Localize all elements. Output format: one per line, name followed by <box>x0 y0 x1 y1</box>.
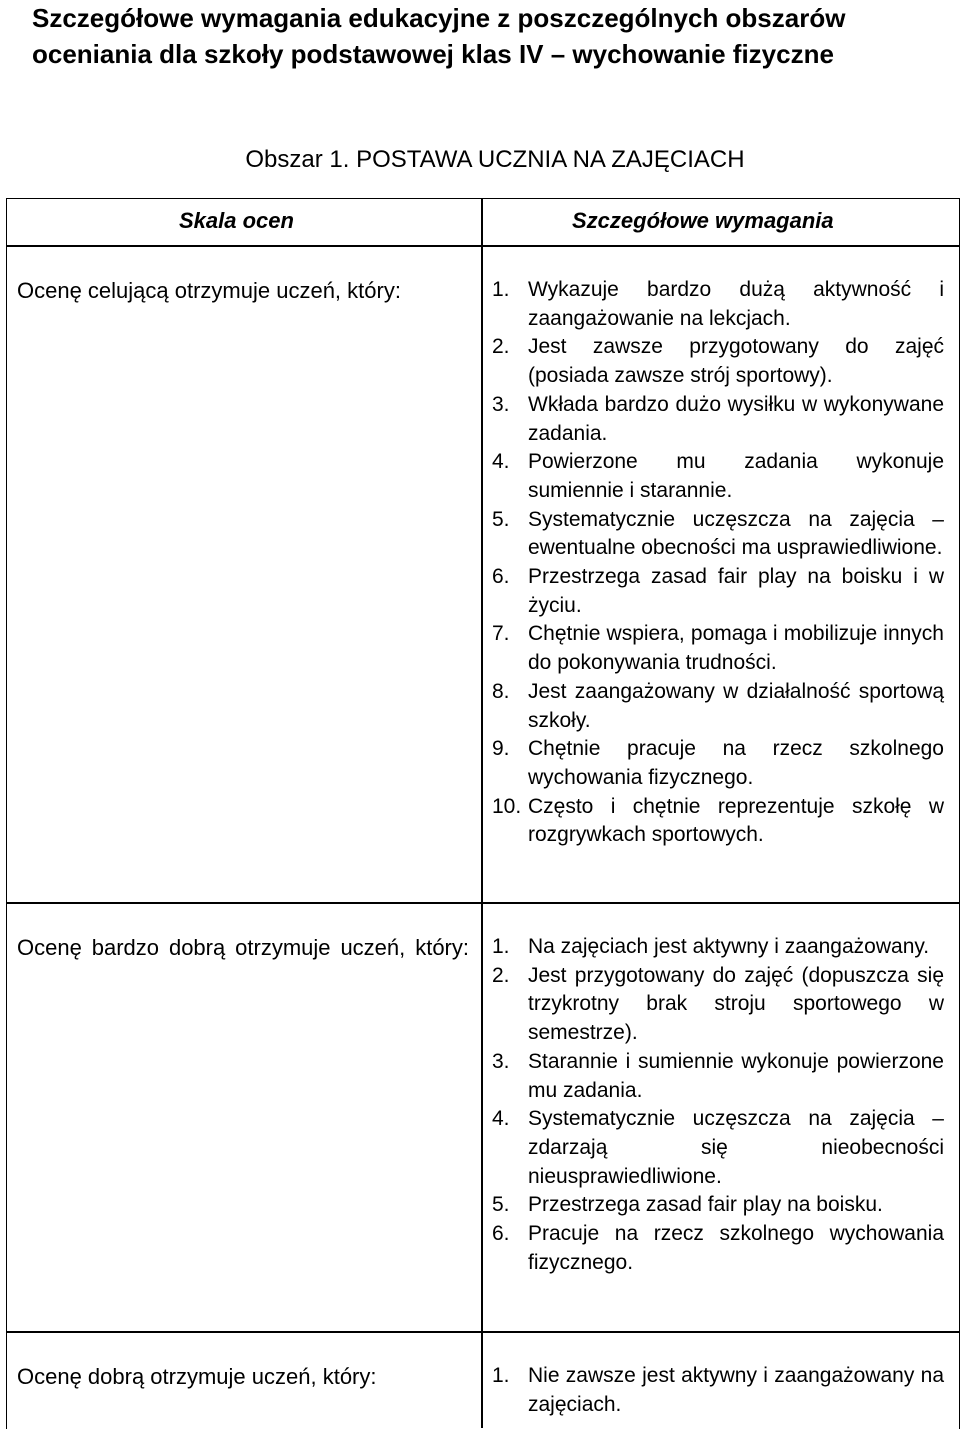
list-item: 1. Na zajęciach jest aktywny i zaangażowany. <box>492 935 930 958</box>
area-title: Obszar 1. POSTAWA UCZNIA NA ZAJĘCIACH <box>245 146 745 173</box>
list-item: 3. Starannie i sumiennie wykonuje powierzone mu zadania. <box>492 1049 944 1102</box>
list-item: 6. Pracuje na rzecz szkolnego wychowania fizycznego. <box>492 1222 944 1274</box>
list-item: 9. Chętnie pracuje na rzecz szkolnego wychowania fizycznego. <box>492 737 944 789</box>
scale-bardzo-dobra: Ocenę bardzo dobrą otrzymuje uczeń, który: <box>17 935 469 960</box>
requirements-list-dobra <box>492 1362 944 1419</box>
list-item: 2. Jest zawsze przygotowany do zajęć (posiada zawsze strój sportowy). <box>492 335 944 388</box>
list-item: 3. Wkłada bardzo dużo wysiłku w wykonywane zadania. <box>492 392 944 445</box>
row-divider <box>6 1331 959 1333</box>
scale-celujaca: Ocenę celującą otrzymuje uczeń, który: <box>17 278 401 303</box>
row-divider <box>6 902 959 904</box>
list-item: 8. Jest zaangażowany w działalność sportową szkoły. <box>492 679 944 732</box>
header-divider <box>6 245 959 247</box>
requirements-list-bardzo-dobra <box>492 933 944 1277</box>
list-item: 1. Wykazuje bardzo dużą aktywność i zaangażowanie na lekcjach. <box>492 278 944 330</box>
list-item: 7. Chętnie wspiera, pomaga i mobilizuje innych do pokonywania trudności. <box>492 622 944 675</box>
list-item: 2. Jest przygotowany do zajęć (dopuszcza się trzykrotny brak stroju sportowego w semestrze). <box>492 963 944 1045</box>
list-item: 1. Nie zawsze jest aktywny i zaangażowany na zajęciach. <box>492 1364 944 1416</box>
header-requirements: Szczegółowe wymagania <box>572 208 834 233</box>
list-item: 5. Systematycznie uczęszcza na zajęcia – ewentualne obecności ma usprawiedliwione. <box>492 507 944 560</box>
scale-dobra: Ocenę dobrą otrzymuje uczeń, który: <box>17 1364 377 1389</box>
list-item: 4. Systematycznie uczęszcza na zajęcia – zdarzają się nieobecności nieusprawiedliwione. <box>492 1107 944 1188</box>
document-title: Szczegółowe wymagania edukacyjne z poszczególnych obszarów oceniania dla szkoły podstawowej klas IV – wychowanie fizyczne <box>32 3 846 69</box>
header-scale: Skala ocen <box>179 208 294 233</box>
list-item: 10. Często i chętnie reprezentuje szkołę w rozgrywkach sportowych. <box>492 794 944 847</box>
column-divider <box>481 198 483 1428</box>
requirements-list-celujaca <box>492 276 944 850</box>
list-item: 6. Przestrzega zasad fair play na boisku i w życiu. <box>492 565 944 617</box>
list-item: 4. Powierzone mu zadania wykonuje sumiennie i starannie. <box>492 450 944 502</box>
list-item: 5. Przestrzega zasad fair play na boisku. <box>492 1193 883 1217</box>
